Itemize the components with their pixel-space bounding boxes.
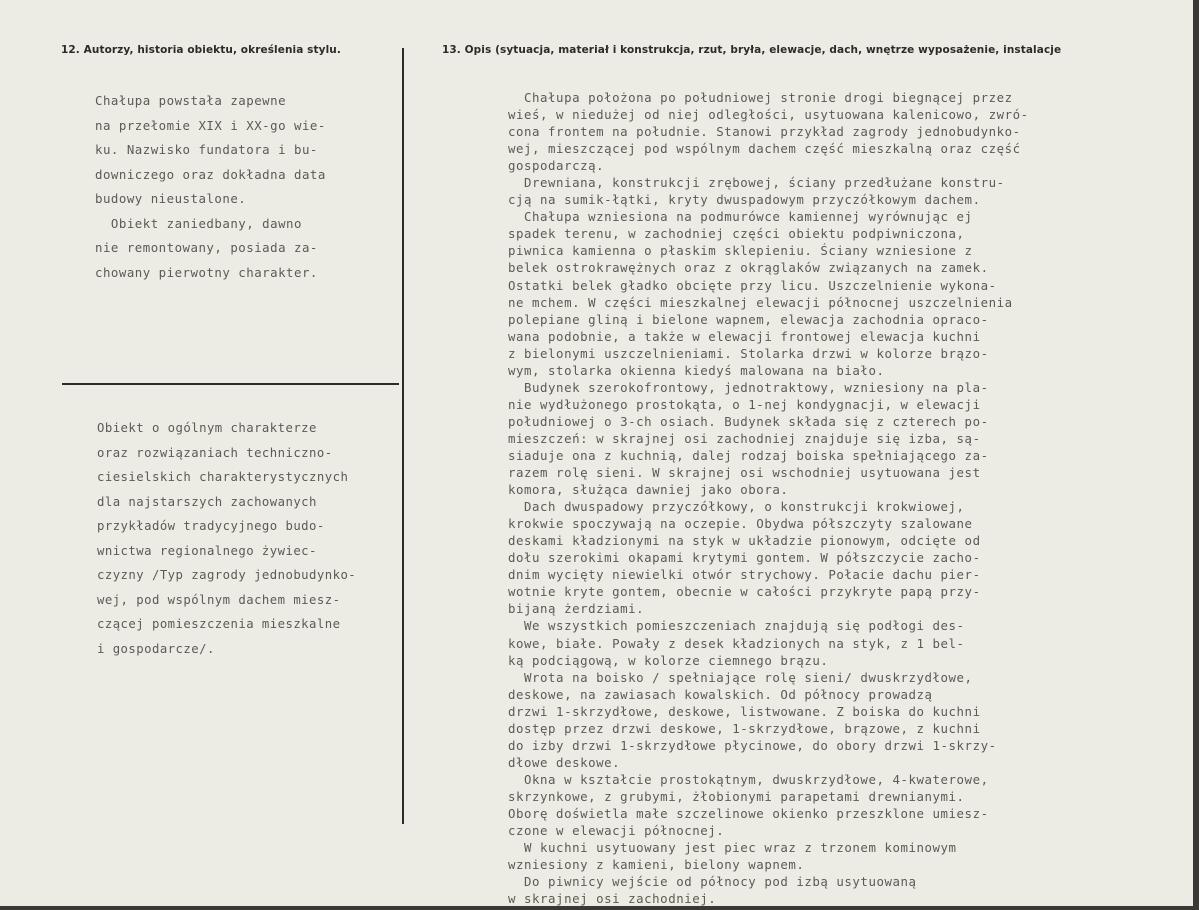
history-text-line: ku. Nazwisko fundatora i bu- <box>95 142 318 157</box>
style-text-line: Obiekt o ogólnym charakterze <box>97 421 317 435</box>
style-text-line: przykładów tradycyjnego budo- <box>97 519 325 533</box>
description-text-line: dnim wycięty niewielki otwór strychowy. Połacie dachu pier- <box>508 567 981 583</box>
description-text-line: czone w elewacji północnej. <box>508 823 725 839</box>
left-section-divider <box>62 383 399 385</box>
description-text-line: wzniesiony z kamieni, bielony wapnem. <box>508 857 805 873</box>
description-text-line: deskowe, na zawiasach kowalskich. Od północy prowadzą <box>508 686 933 702</box>
description-text-line: dostęp przez drzwi deskowe, 1-skrzydłowe, brązowe, z kuchni <box>508 720 981 736</box>
description-text-line: komora, służąca dawniej jako obora. <box>508 482 789 498</box>
history-text-block <box>95 89 326 285</box>
description-text-line: ką podciągową, w kolorze ciemnego brązu. <box>508 652 829 668</box>
description-text-line: cją na sumik-łątki, kryty dwuspadowym przyczółkowym dachem. <box>508 192 981 208</box>
description-text-line: wym, stolarka okienna kiedyś malowana na biało. <box>508 362 885 378</box>
description-text-line: bijaną żerdziami. <box>508 601 645 617</box>
section-13-header: 13. Opis (sytuacja, materiał i konstrukcja, rzut, bryła, elewacje, dach, wnętrze wyposażenie, instalacje <box>442 44 1062 56</box>
description-text-line: nie wydłużonego prostokąta, o 1-nej kondygnacji, w elewacji <box>508 396 981 412</box>
description-text-line: wieś, w niedużej od niej odległości, usytuowana kalenicowo, zwró- <box>508 107 1029 123</box>
history-text-line: chowany pierwotny charakter. <box>95 264 318 280</box>
description-text-line: dołu szerokimi okapami krytymi gontem. W półszczycie zacho- <box>508 550 981 566</box>
section-12-header: 12. Autorzy, historia obiektu, określenia stylu. <box>61 44 341 56</box>
description-text-line: W kuchni usytuowany jest piec wraz z trzonem kominowym <box>508 840 957 856</box>
style-text-line: ciesielskich charakterystycznych <box>97 470 349 484</box>
description-text-line: wana podobnie, a także w elewacji frontowej elewacja kuchni <box>508 328 981 344</box>
style-text-line: czyzny /Typ zagrody jednobudynko- <box>97 568 357 582</box>
style-text-line: i gospodarcze/. <box>97 641 215 656</box>
description-text-line: wotnie kryte gontem, obecnie w całości przykryte papą przy- <box>508 584 981 600</box>
description-text-line: deskami kładzionymi na styk w układzie pionowym, odcięte od <box>508 533 981 549</box>
style-text-block <box>97 416 356 661</box>
style-text-line: wnictwa regionalnego żywiec- <box>97 543 317 558</box>
description-text-line: siaduje ona z kuchnią, dalej rodzaj boiska spełniającego za- <box>508 447 989 463</box>
description-text-line: ne mchem. W części mieszkalnej elewacji północnej uszczelnienia <box>508 294 1013 310</box>
scan-edge-right <box>1193 0 1199 910</box>
style-text-line: dla najstarszych zachowanych <box>97 494 317 509</box>
description-text-line: do izby drzwi 1-skrzydłowe płycinowe, do obory drzwi 1-skrzy- <box>508 737 997 753</box>
description-text-line: kowe, białe. Powały z desek kładzionych na styk, z 1 bel- <box>508 635 965 651</box>
history-text-line: downiczego oraz dokładna data <box>95 166 326 182</box>
description-text-line: razem rolę sieni. W skrajnej osi wschodniej usytuowana jest <box>508 465 981 481</box>
description-text-line: spadek terenu, w zachodniej części obiektu podpiwniczona, <box>508 226 965 242</box>
description-text-line: Okna w kształcie prostokątnym, dwuskrzydłowe, 4-kwaterowe, <box>508 771 989 787</box>
description-text-line: wej, mieszczącej pod wspólnym dachem część mieszkalną oraz część <box>508 141 1021 157</box>
description-text-line: cona frontem na południe. Stanowi przykład zagrody jednobudynko- <box>508 124 1021 140</box>
description-text-line: Drewniana, konstrukcji zrębowej, ściany przedłużane konstru- <box>508 175 1005 191</box>
description-text-line: dłowe deskowe. <box>508 754 621 770</box>
style-text-line: oraz rozwiązaniach techniczno- <box>97 445 333 460</box>
description-text-line: gospodarczą. <box>508 158 605 174</box>
description-text-line: drzwi 1-skrzydłowe, deskowe, listwowane. Z boiska do kuchni <box>508 703 981 719</box>
description-text-line: Chałupa wzniesiona na podmurówce kamiennej wyrównując ej <box>508 209 973 225</box>
history-text-line: Obiekt zaniedbany, dawno <box>95 215 302 231</box>
description-text-line: skrzynkowe, z grubymi, żłobionymi parapetami drewnianymi. <box>508 788 965 804</box>
description-text-line: piwnica kamienna o płaskim sklepieniu. Ściany wzniesione z <box>508 243 973 259</box>
description-text-line: Chałupa położona po południowej stronie drogi biegnącej przez <box>508 90 1013 105</box>
description-text-line: w skrajnej osi zachodniej. <box>508 891 717 907</box>
description-text-line: polepiane gliną i bielone wapnem, elewacja zachodnia opraco- <box>508 311 989 327</box>
history-text-line: nie remontowany, posiada za- <box>95 240 318 255</box>
description-text-line: Wrota na boisko / spełniające rolę sieni/ dwuskrzydłowe, <box>508 669 973 685</box>
description-text-line: Dach dwuspadowy przyczółkowy, o konstrukcji krokwiowej, <box>508 499 965 515</box>
description-text-line: Oborę doświetla małe szczelinowe okienko przeszklone umiesz- <box>508 805 989 821</box>
description-text-block <box>508 89 1029 907</box>
description-text-line: belek ostrokrawężnych oraz z okrąglaków związanych na zamek. <box>508 260 989 276</box>
description-text-line: z bielonymi uszczelnieniami. Stolarka drzwi w kolorze brązo- <box>508 345 989 361</box>
style-text-line: wej, pod wspólnym dachem miesz- <box>97 592 341 607</box>
description-text-line: Budynek szerokofrontowy, jednotraktowy, wzniesiony na pla- <box>508 379 989 395</box>
description-text-line: Ostatki belek gładko obcięte przy licu. Uszczelnienie wykona- <box>508 277 997 293</box>
description-text-line: krokwie spoczywają na oczepie. Obydwa półszczyty szalowane <box>508 516 973 532</box>
history-text-line: budowy nieustalone. <box>95 191 247 206</box>
history-text-line: na przełomie XIX i XX-go wie- <box>95 117 326 133</box>
description-text-line: południowej o 3-ch osiach. Budynek składa się z czterech po- <box>508 413 989 429</box>
description-text-line: mieszczeń: w skrajnej osi zachodniej znajduje się izba, są- <box>508 430 981 446</box>
style-text-line: czącej pomieszczenia mieszkalne <box>97 617 341 631</box>
scan-edge-bottom <box>0 906 1199 910</box>
description-text-line: We wszystkich pomieszczeniach znajdują się podłogi des- <box>508 618 965 634</box>
history-text-line: Chałupa powstała zapewne <box>95 93 287 108</box>
description-text-line: Do piwnicy wejście od północy pod izbą usytuowaną <box>508 874 917 890</box>
column-divider <box>402 48 404 824</box>
